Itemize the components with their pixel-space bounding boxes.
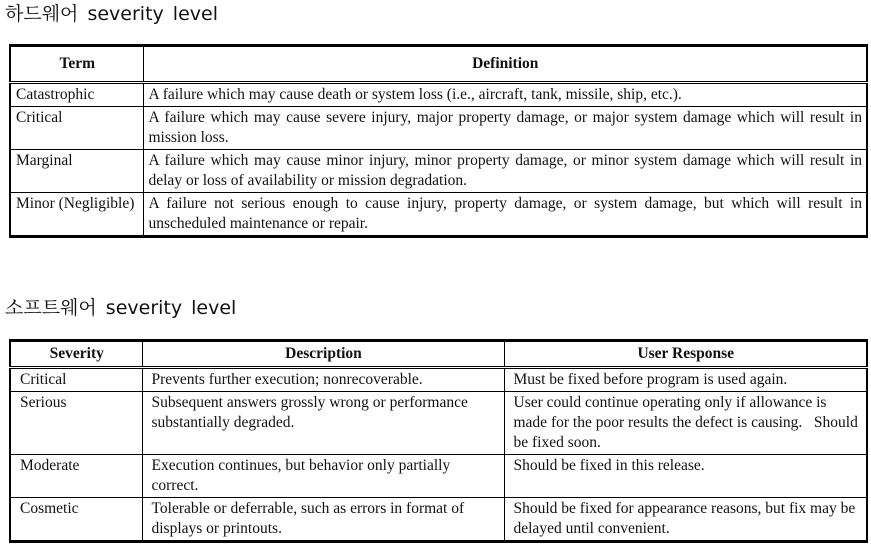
table-header-row bbox=[10, 341, 867, 368]
table-header-row bbox=[10, 46, 867, 83]
hardware-section-title: 하드웨어 severity level bbox=[5, 3, 218, 25]
description-cell: Subsequent answers grossly wrong or performance substantially degraded. bbox=[142, 392, 504, 455]
definition-cell: A failure which may cause minor injury, minor property damage, or minor system damage which will result in delay or loss of availability or mission degradation. bbox=[143, 150, 867, 193]
term-column-header: Term bbox=[10, 46, 143, 83]
description-cell: Tolerable or deferrable, such as errors in format of displays or printouts. bbox=[142, 498, 504, 542]
severity-cell: Critical bbox=[10, 368, 142, 392]
term-cell: Catastrophic bbox=[10, 83, 143, 107]
table-row bbox=[10, 150, 867, 193]
user-response-column-header: User Response bbox=[504, 341, 867, 368]
user-response-cell: Should be fixed in this release. bbox=[504, 455, 867, 498]
table-row bbox=[10, 83, 867, 107]
user-response-cell: Should be fixed for appearance reasons, but fix may be delayed until convenient. bbox=[504, 498, 867, 542]
description-column-header: Description bbox=[142, 341, 504, 368]
software-severity-table bbox=[9, 339, 868, 543]
table-row bbox=[10, 392, 867, 455]
table-row bbox=[10, 107, 867, 150]
hardware-severity-table bbox=[9, 44, 868, 238]
severity-cell: Moderate bbox=[10, 455, 142, 498]
user-response-cell: Must be fixed before program is used again. bbox=[504, 368, 867, 392]
table-row bbox=[10, 193, 867, 237]
term-cell: Marginal bbox=[10, 150, 143, 193]
table-row bbox=[10, 368, 867, 392]
table-row bbox=[10, 455, 867, 498]
definition-cell: A failure which may cause severe injury, major property damage, or major system damage which will result in mission loss. bbox=[143, 107, 867, 150]
table-row bbox=[10, 498, 867, 542]
severity-column-header: Severity bbox=[10, 341, 142, 368]
user-response-cell: User could continue operating only if allowance is made for the poor results the defect is causing. Should be fixed soon. bbox=[504, 392, 867, 455]
term-cell: Minor (Negligible) bbox=[10, 193, 143, 237]
description-cell: Execution continues, but behavior only partially correct. bbox=[142, 455, 504, 498]
software-section-title: 소프트웨어 severity level bbox=[5, 297, 237, 319]
severity-cell: Cosmetic bbox=[10, 498, 142, 542]
severity-cell: Serious bbox=[10, 392, 142, 455]
definition-cell: A failure which may cause death or system loss (i.e., aircraft, tank, missile, ship, etc.). bbox=[143, 83, 867, 107]
definition-cell: A failure not serious enough to cause injury, property damage, or system damage, but which will result in unscheduled maintenance or repair. bbox=[143, 193, 867, 237]
term-cell: Critical bbox=[10, 107, 143, 150]
definition-column-header: Definition bbox=[143, 46, 867, 83]
description-cell: Prevents further execution; nonrecoverable. bbox=[142, 368, 504, 392]
